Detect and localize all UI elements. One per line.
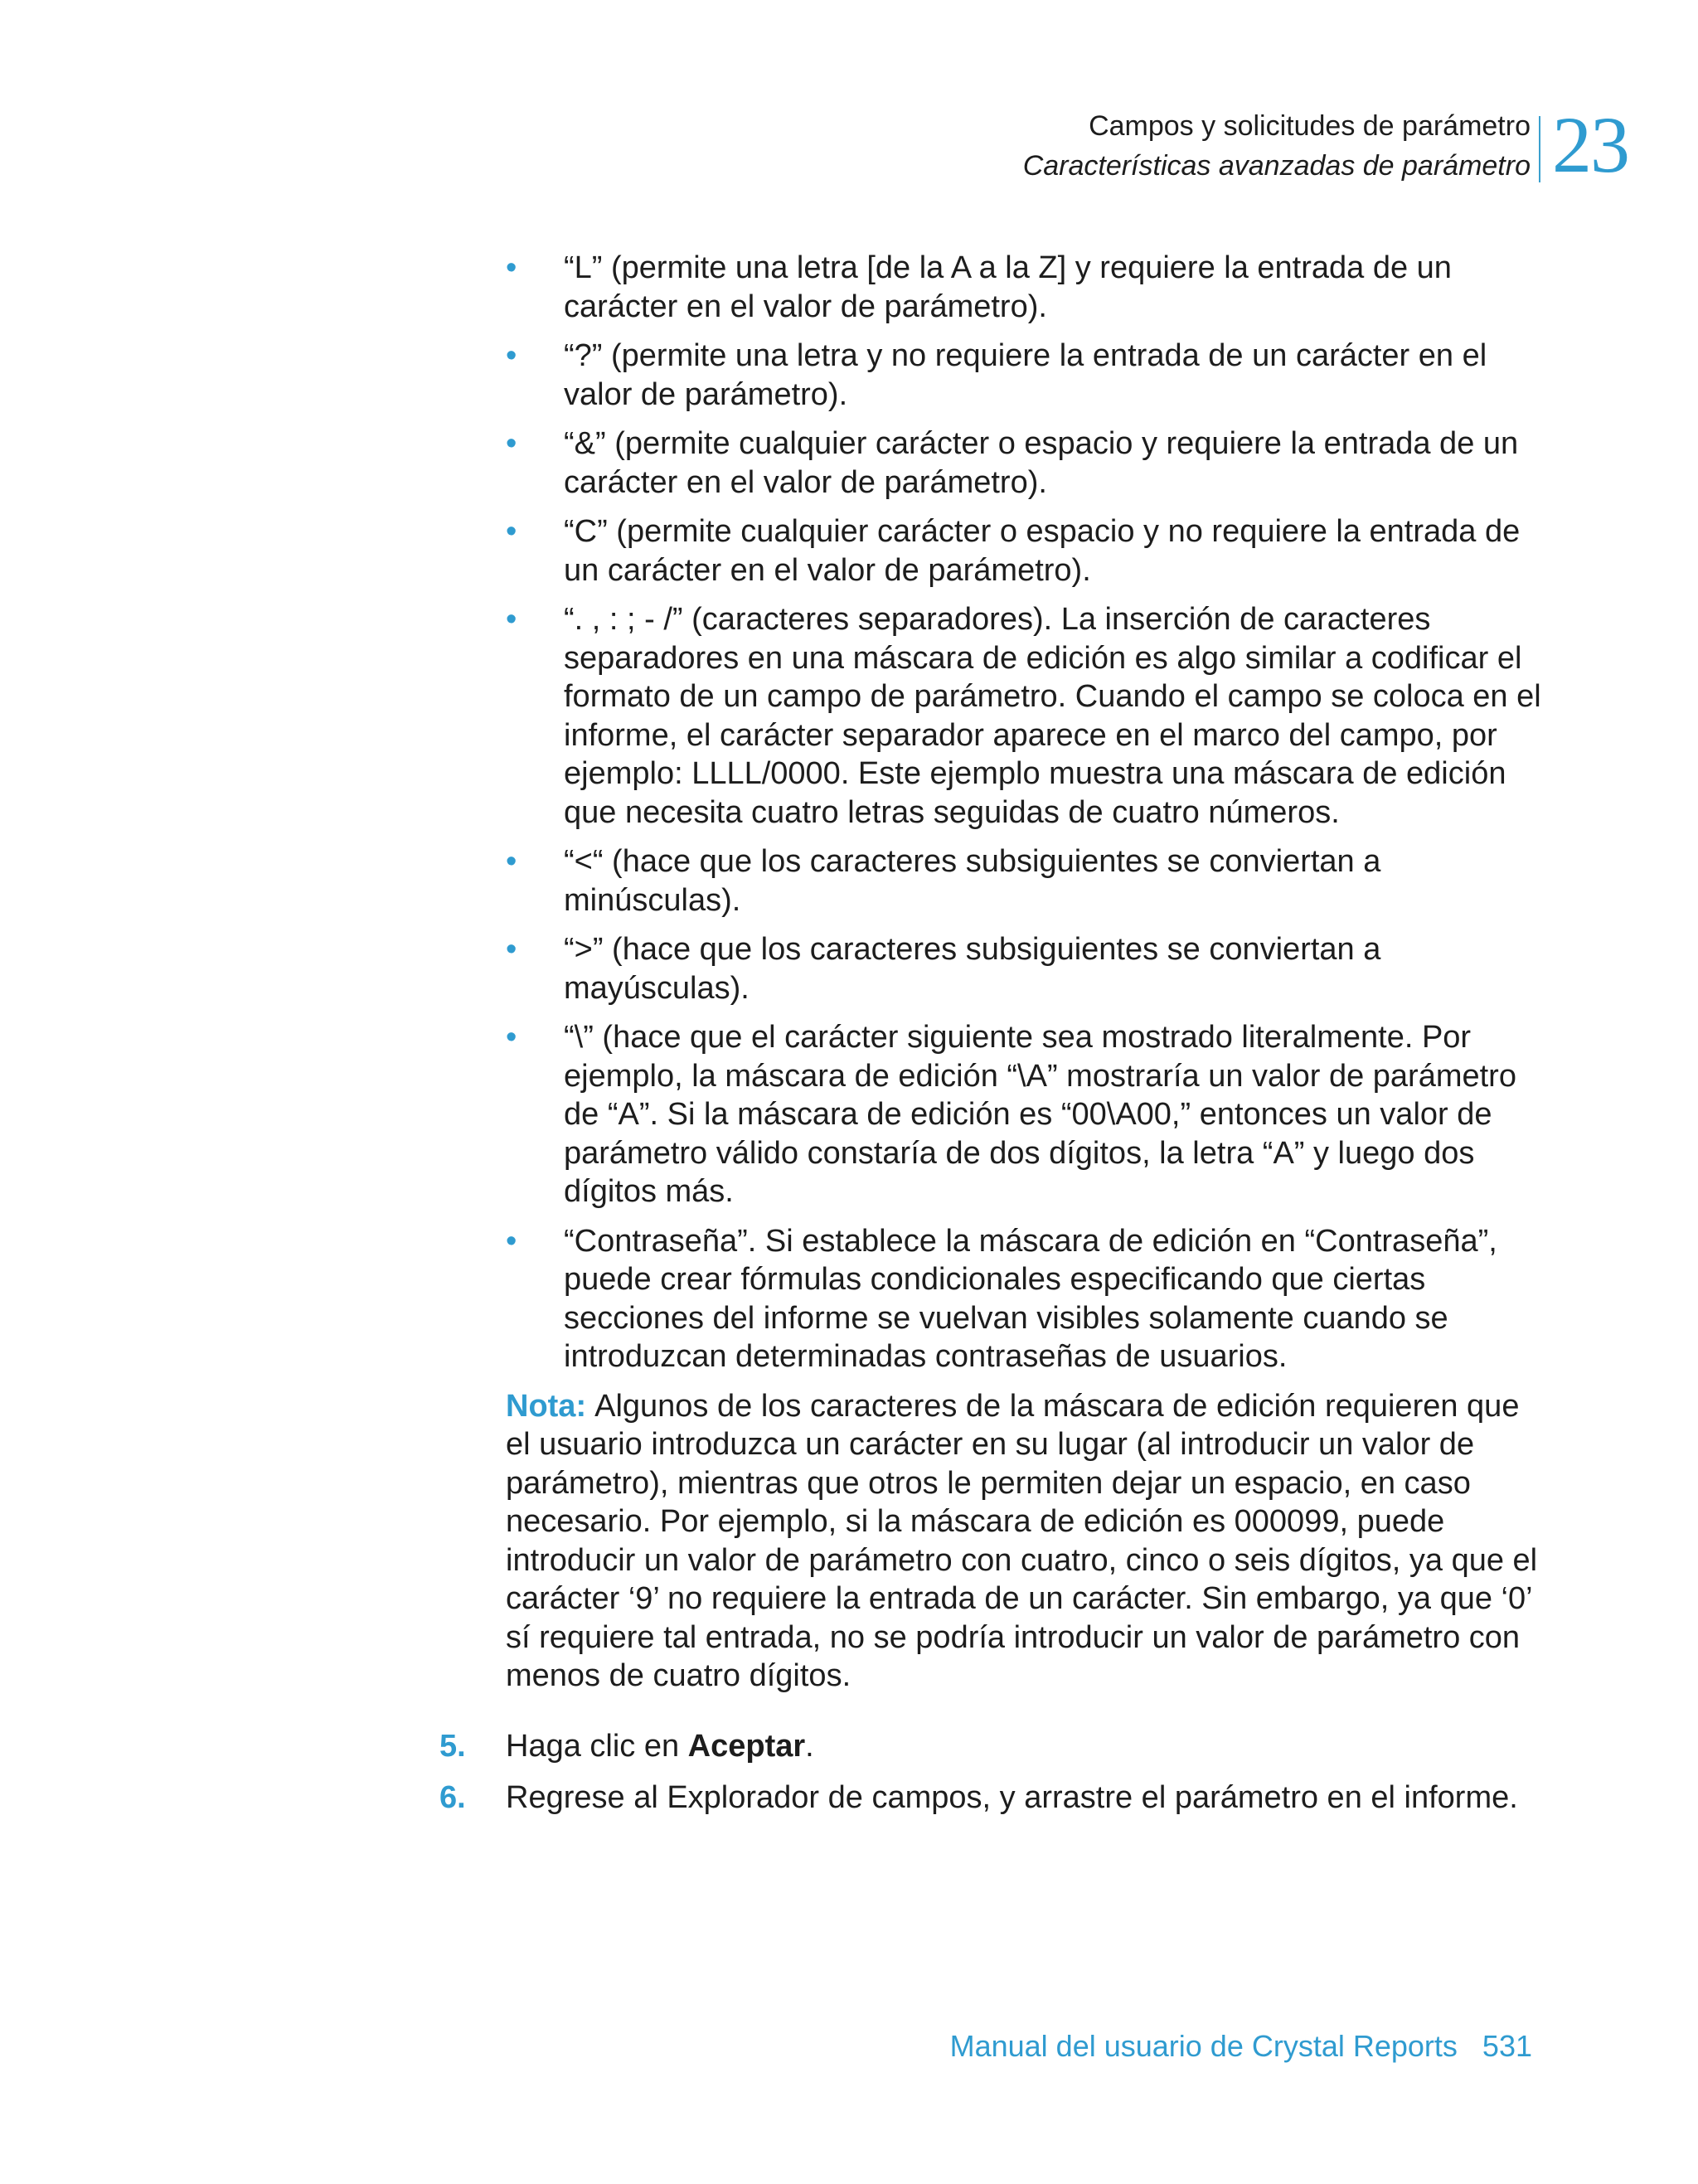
list-item-text: “Contraseña”. Si establece la máscara de edición en “Contraseña”, puede crear fórmulas condicionales especificando que ciertas secciones del informe se vuelvan visibles solamente cuando se introduzcan determinadas contraseñas de usuarios.: [564, 1223, 1497, 1374]
section-title: Características avanzadas de parámetro: [1022, 150, 1531, 182]
bullet-icon: •: [506, 844, 517, 879]
step-text: Regrese al Explorador de campos, y arrastre el parámetro en el informe.: [506, 1780, 1518, 1815]
chapter-title: Campos y solicitudes de parámetro: [1089, 110, 1531, 142]
list-item: [439, 249, 1550, 326]
list-item: [439, 1222, 1550, 1376]
list-item-text: “. , : ; - /” (caracteres separadores). La inserción de caracteres separadores en una máscara de edición es algo similar a codificar el formato de un campo de parámetro. Cuando el campo se coloca en el informe, el carácter separador aparece en el marco del campo, por ejemplo: LLLL/0000. Este ejemplo muestra una máscara de edición que necesita cuatro letras seguidas de cuatro números.: [564, 602, 1541, 830]
list-item: [439, 512, 1550, 590]
list-item-text: “\” (hace que el carácter siguiente sea mostrado literalmente. Por ejemplo, la máscara de edición “\A” mostraría un valor de parámetro de “A”. Si la máscara de edición es “00\A00,” entonces un valor de parámetro válido constaría de dos dígitos, la letra “A” y luego dos dígitos más.: [564, 1020, 1516, 1209]
list-item: [439, 337, 1550, 414]
list-item-text: “?” (permite una letra y no requiere la entrada de un carácter en el valor de parámetro).: [564, 338, 1487, 412]
procedure-steps: [439, 1727, 1550, 1818]
list-item: [439, 600, 1550, 832]
list-item-text: “L” (permite una letra [de la A a la Z] y requiere la entrada de un carácter en el valor de parámetro).: [564, 250, 1452, 324]
page-number: 531: [1482, 2029, 1532, 2063]
bullet-icon: •: [506, 338, 517, 373]
list-item-text: “C” (permite cualquier carácter o espacio y no requiere la entrada de un carácter en el valor de parámetro).: [564, 514, 1521, 588]
bullet-icon: •: [506, 602, 517, 637]
list-item: [439, 930, 1550, 1007]
bullet-icon: •: [506, 250, 517, 285]
list-item: [439, 425, 1550, 502]
step-number: 5.: [439, 1728, 466, 1764]
list-item-text: “&” (permite cualquier carácter o espacio y requiere la entrada de un carácter en el valor de parámetro).: [564, 426, 1519, 500]
step-item: [439, 1727, 1550, 1766]
bullet-icon: •: [506, 514, 517, 549]
bullet-icon: •: [506, 1020, 517, 1055]
page-footer: [950, 2026, 1532, 2066]
note-label: Nota:: [506, 1388, 587, 1424]
manual-title: Manual del usuario de Crystal Reports: [949, 2029, 1458, 2063]
edit-mask-bullet-list: [439, 249, 1550, 1376]
bullet-icon: •: [506, 1223, 517, 1259]
note-paragraph: [506, 1387, 1550, 1696]
list-item: [439, 1018, 1550, 1211]
bullet-icon: •: [506, 932, 517, 967]
step-number: 6.: [439, 1780, 466, 1815]
list-item-text: “>” (hace que los caracteres subsiguientes se conviertan a mayúsculas).: [564, 932, 1381, 1006]
step-emphasis: Aceptar: [687, 1728, 806, 1764]
note-text: Algunos de los caracteres de la máscara de edición requieren que el usuario introduzca un carácter en su lugar (al introducir un valor de parámetro), mientras que otros le permiten dejar un espacio, en caso necesario. Por ejemplo, si la máscara de edición es 000099, puede introducir un valor de parámetro con cuatro, cinco o seis dígitos, ya que el carácter ‘9’ no requiere la entrada de un carácter. Sin embargo, ya que ‘0’ sí requiere tal entrada, no se podría introducir un valor de parámetro con menos de cuatro dígitos.: [506, 1388, 1538, 1693]
list-item-text: “<“ (hace que los caracteres subsiguientes se conviertan a minúsculas).: [564, 844, 1381, 918]
step-text: Haga clic en: [506, 1728, 688, 1764]
bullet-icon: •: [506, 426, 517, 461]
list-item: [439, 842, 1550, 920]
header-divider: [1539, 116, 1540, 182]
running-header: [1023, 106, 1531, 186]
step-text-end: .: [805, 1728, 814, 1764]
chapter-number: 23: [1552, 100, 1628, 189]
step-item: [439, 1779, 1550, 1818]
page-body: [439, 249, 1550, 1831]
